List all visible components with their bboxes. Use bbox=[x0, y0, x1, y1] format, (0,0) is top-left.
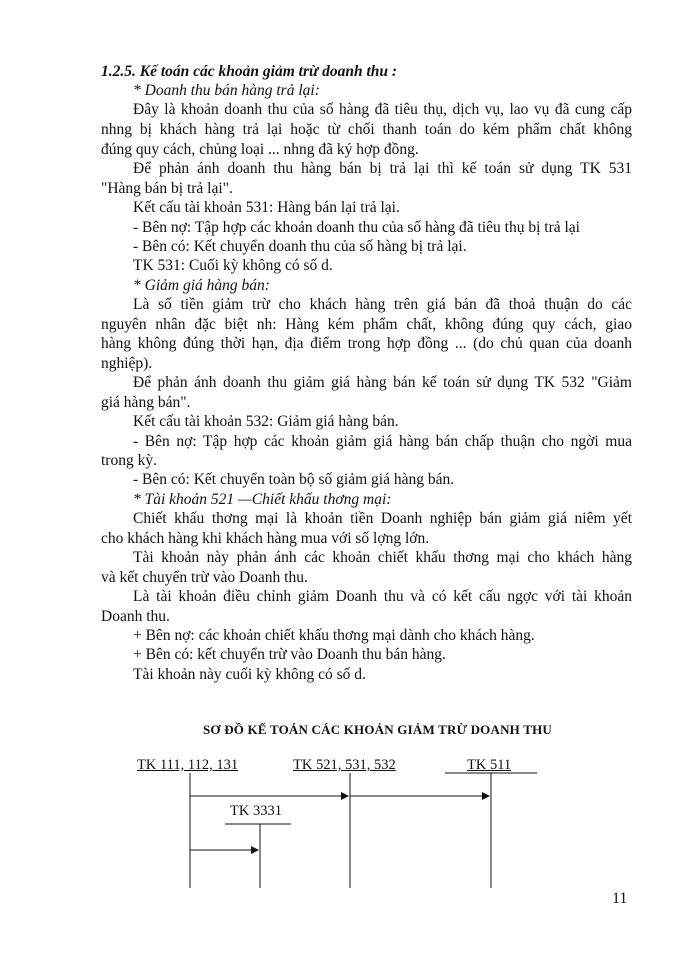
subheading-returns: * Doanh thu bán hàng trả lại: bbox=[133, 82, 320, 99]
text-line: - Bên nợ: Tập hợp các khoản doanh thu của số hàng đã tiêu thụ bị trả lại bbox=[133, 219, 580, 236]
text-line: Doanh thu. bbox=[101, 608, 170, 625]
text-line: Kết cấu tài khoản 531: Hàng bán lại trả lại. bbox=[133, 199, 400, 216]
text-line: nguyên nhân đặc biệt nh: Hàng kém phẩm chất, không đúng quy cách, giao bbox=[101, 316, 632, 333]
page-number: 11 bbox=[612, 890, 628, 907]
text-line: - Bên nợ: Tập hợp các khoản giảm giá hàng bán chấp thuận cho ngời mua bbox=[133, 433, 632, 450]
text-line: + Bên nợ: các khoản chiết khấu thơng mại dành cho khách hàng. bbox=[133, 627, 535, 644]
section-heading: 1.2.5. Kế toán các khoản giảm trừ doanh thu : bbox=[101, 63, 398, 80]
text-line: TK 531: Cuối kỳ không có số d. bbox=[133, 257, 333, 274]
diagram-title: SƠ ĐỒ KẾ TOÁN CÁC KHOẢN GIẢM TRỪ DOANH THU bbox=[203, 722, 552, 737]
subheading-trade-discount: * Tài khoản 521 —Chiết khấu thơng mại: bbox=[133, 491, 392, 508]
text-line: cho khách hàng khi khách hàng mua với số lợng lớn. bbox=[101, 530, 430, 547]
text-line: nhng bị khách hàng trả lại hoặc từ chối thanh toán do kém phẩm chất không bbox=[101, 121, 632, 138]
text-line: Chiết khấu thơng mại là khoản tiền Doanh nghiệp bán giảm giá niêm yết bbox=[133, 510, 632, 527]
text-line: Tài khoản này cuối kỳ không có số d. bbox=[133, 666, 366, 683]
text-line: Là số tiền giảm trừ cho khách hàng trên giá bán đã thoả thuận do các bbox=[133, 296, 632, 313]
account-label-cash: TK 111, 112, 131 bbox=[137, 757, 239, 773]
text-line: nghiệp). bbox=[101, 355, 153, 372]
text-line: + Bên có: kết chuyển trừ vào Doanh thu bán hàng. bbox=[133, 646, 446, 663]
text-line: trong kỳ. bbox=[101, 452, 157, 469]
text-line: Là tài khoản điều chỉnh giảm Doanh thu và có kết cấu ngợc với tài khoản bbox=[133, 588, 632, 605]
text-line: - Bên có: Kết chuyển doanh thu của số hàng bị trả lại. bbox=[133, 238, 467, 255]
account-label-deductions: TK 521, 531, 532 bbox=[293, 757, 396, 773]
text-line: hàng không đúng thời hạn, địa điểm trong hợp đồng ... (do chủ quan của doanh bbox=[101, 335, 632, 352]
account-label-revenue: TK 511 bbox=[467, 757, 512, 773]
subheading-discount: * Giảm giá hàng bán: bbox=[133, 277, 270, 294]
text-line: Kết cấu tài khoản 532: Giảm giá hàng bán. bbox=[133, 413, 399, 430]
accounting-flow-diagram bbox=[0, 740, 700, 900]
text-line: - Bên có: Kết chuyển toàn bộ số giảm giá hàng bán. bbox=[133, 471, 455, 488]
text-line: giá hàng bán". bbox=[101, 394, 191, 411]
text-line: Để phản ánh doanh thu giảm giá hàng bán kế toán sử dụng TK 532 "Giảm bbox=[133, 374, 632, 391]
text-line: Đây là khoản doanh thu của số hàng đã tiêu thụ, dịch vụ, lao vụ đã cung cấp bbox=[133, 101, 632, 118]
text-line: Để phản ánh doanh thu hàng bán bị trả lại thì kế toán sử dụng TK 531 bbox=[133, 160, 632, 177]
text-line: Tài khoản này phản ánh các khoản chiết khấu thơng mại cho khách hàng bbox=[133, 549, 632, 566]
text-line: và kết chuyển trừ vào Doanh thu. bbox=[101, 569, 308, 586]
text-line: "Hàng bán bị trả lại". bbox=[101, 180, 233, 197]
text-line: đúng quy cách, chủng loại ... nhng đã ký hợp đồng. bbox=[101, 141, 419, 158]
account-label-vat: TK 3331 bbox=[230, 803, 282, 819]
